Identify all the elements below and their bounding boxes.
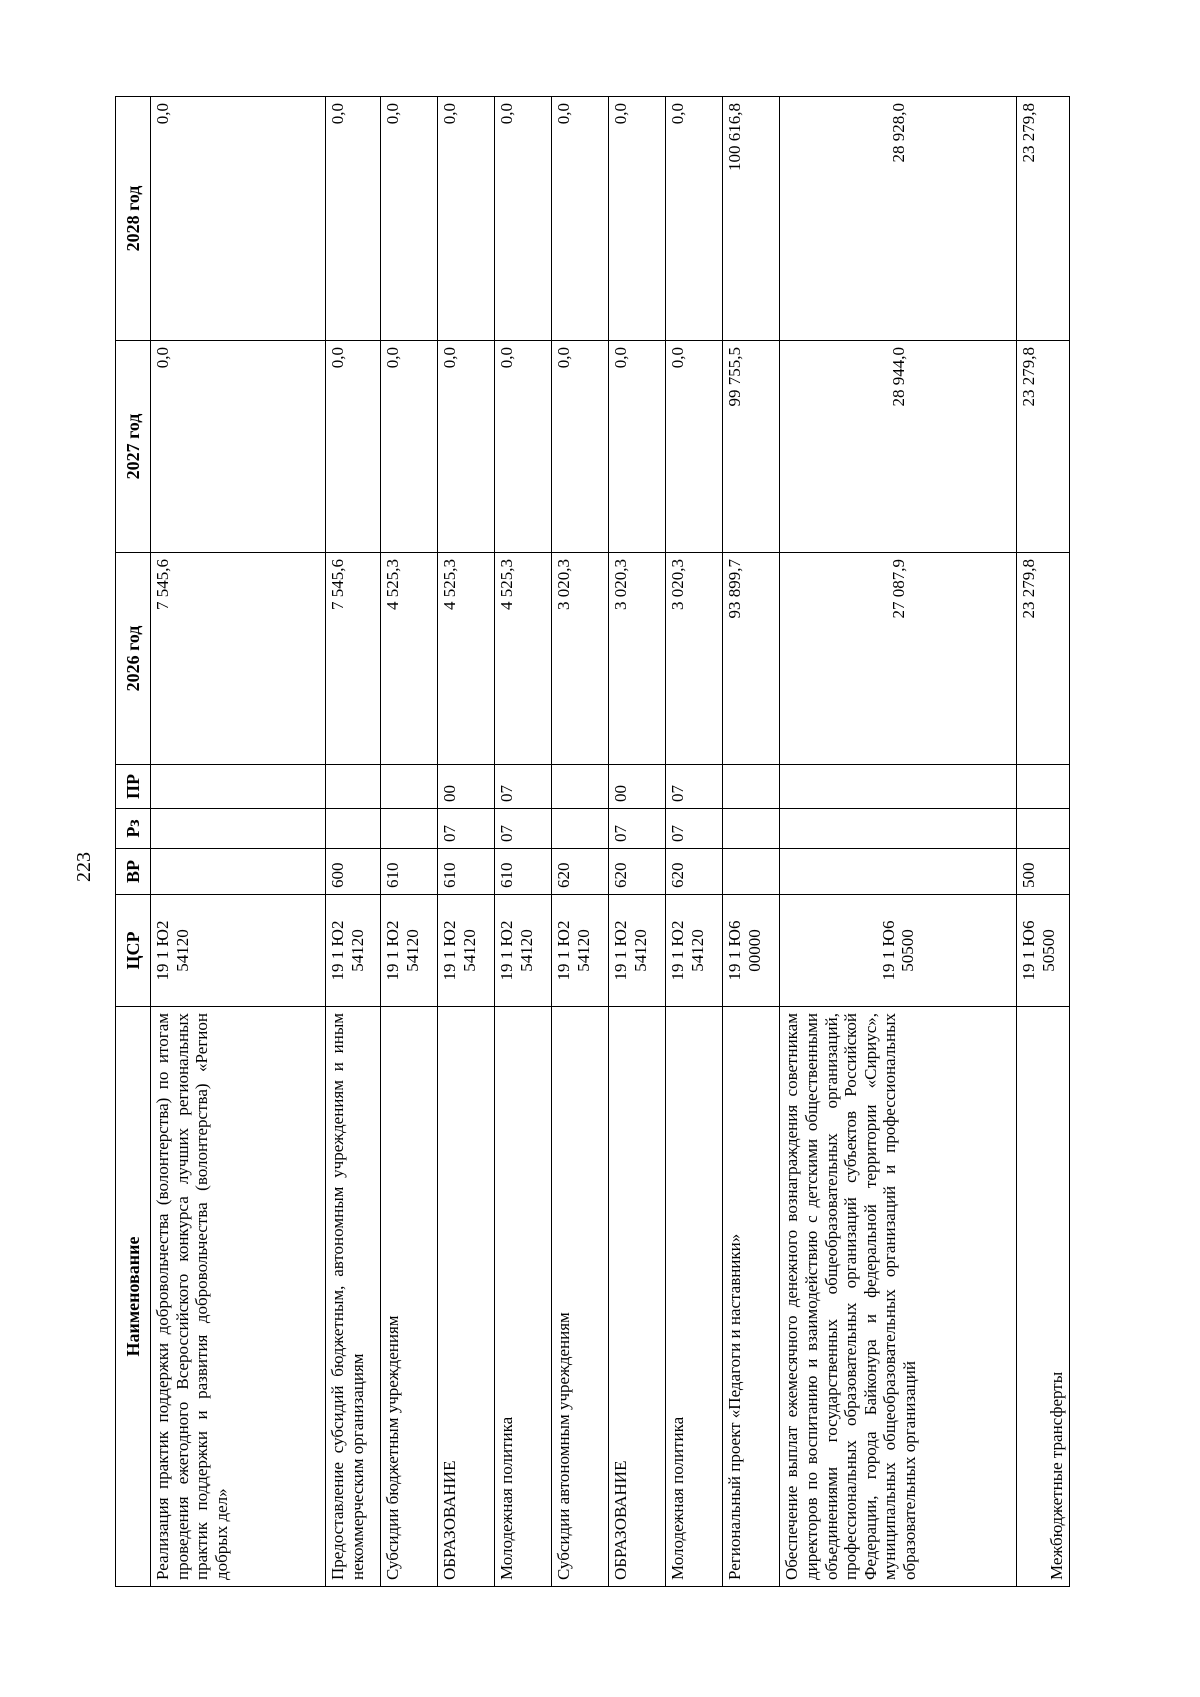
cell-pr: 07	[666, 765, 723, 809]
cell-rz	[552, 809, 609, 849]
table-row	[552, 97, 609, 1587]
cell-2028: 23 279,8	[1017, 97, 1070, 341]
cell-pr	[326, 765, 381, 809]
cell-pr	[552, 765, 609, 809]
cell-name: ОБРАЗОВАНИЕ	[438, 1007, 495, 1587]
cell-rz	[723, 809, 780, 849]
table-row	[666, 97, 723, 1587]
header-2027: 2027 год	[116, 341, 151, 553]
cell-name: ОБРАЗОВАНИЕ	[609, 1007, 666, 1587]
cell-pr	[381, 765, 438, 809]
cell-2026: 93 899,7	[723, 553, 780, 765]
cell-name: Субсидии автономным учреждениям	[552, 1007, 609, 1587]
cell-2028: 0,0	[381, 97, 438, 341]
header-2028: 2028 год	[116, 97, 151, 341]
header-pr: ПР	[116, 765, 151, 809]
cell-2027: 0,0	[609, 341, 666, 553]
table-row	[1017, 97, 1070, 1587]
cell-csr: 19 1 Ю2 54120	[381, 895, 438, 1007]
cell-2028: 0,0	[609, 97, 666, 341]
budget-table	[115, 96, 1070, 1587]
cell-csr: 19 1 Ю6 50500	[780, 895, 1017, 1007]
header-2026: 2026 год	[116, 553, 151, 765]
cell-rz: 07	[666, 809, 723, 849]
cell-2028: 0,0	[151, 97, 326, 341]
header-name: Наименование	[116, 1007, 151, 1587]
table-row	[609, 97, 666, 1587]
table-row	[326, 97, 381, 1587]
cell-csr: 19 1 Ю6 50500	[1017, 895, 1070, 1007]
cell-2026: 23 279,8	[1017, 553, 1070, 765]
cell-2028: 0,0	[552, 97, 609, 341]
table-header-row	[116, 97, 151, 1587]
cell-2027: 0,0	[381, 341, 438, 553]
cell-pr	[723, 765, 780, 809]
cell-2027: 0,0	[151, 341, 326, 553]
cell-vr: 500	[1017, 849, 1070, 895]
cell-csr: 19 1 Ю2 54120	[495, 895, 552, 1007]
cell-rz	[381, 809, 438, 849]
cell-csr: 19 1 Ю2 54120	[438, 895, 495, 1007]
cell-vr: 620	[552, 849, 609, 895]
cell-2026: 4 525,3	[495, 553, 552, 765]
cell-csr: 19 1 Ю2 54120	[666, 895, 723, 1007]
table-row	[495, 97, 552, 1587]
cell-2026: 3 020,3	[552, 553, 609, 765]
cell-2027: 0,0	[666, 341, 723, 553]
cell-2026: 7 545,6	[326, 553, 381, 765]
cell-pr	[1017, 765, 1070, 809]
cell-vr	[151, 849, 326, 895]
cell-2027: 0,0	[326, 341, 381, 553]
cell-name: Реализация практик поддержки добровольчества (волонтерства) по итогам проведения ежегодного Всероссийского конкурса лучших региональных практик поддержки и развития добровольчества (волонтерства) «Регион добрых дел»	[151, 1007, 326, 1587]
cell-name: Молодежная политика	[666, 1007, 723, 1587]
cell-csr: 19 1 Ю6 00000	[723, 895, 780, 1007]
cell-2026: 3 020,3	[666, 553, 723, 765]
cell-2027: 0,0	[438, 341, 495, 553]
cell-rz	[780, 809, 1017, 849]
header-csr: ЦСР	[116, 895, 151, 1007]
cell-2028: 0,0	[495, 97, 552, 341]
table-row	[381, 97, 438, 1587]
cell-csr: 19 1 Ю2 54120	[609, 895, 666, 1007]
page-number: 223	[72, 852, 95, 882]
cell-2026: 4 525,3	[438, 553, 495, 765]
cell-name: Субсидии бюджетным учреждениям	[381, 1007, 438, 1587]
table-row	[151, 97, 326, 1587]
cell-rz: 07	[609, 809, 666, 849]
rotated-page-content	[115, 97, 1070, 1587]
cell-2027: 0,0	[552, 341, 609, 553]
cell-vr: 620	[666, 849, 723, 895]
cell-2026: 7 545,6	[151, 553, 326, 765]
cell-2028: 100 616,8	[723, 97, 780, 341]
cell-vr: 610	[438, 849, 495, 895]
cell-vr: 610	[381, 849, 438, 895]
cell-pr	[151, 765, 326, 809]
cell-vr	[723, 849, 780, 895]
cell-2027: 99 755,5	[723, 341, 780, 553]
table-row	[438, 97, 495, 1587]
cell-vr: 620	[609, 849, 666, 895]
cell-2027: 28 944,0	[780, 341, 1017, 553]
cell-pr: 00	[438, 765, 495, 809]
cell-pr: 00	[609, 765, 666, 809]
cell-rz	[326, 809, 381, 849]
cell-2026: 4 525,3	[381, 553, 438, 765]
cell-vr: 600	[326, 849, 381, 895]
cell-2026: 27 087,9	[780, 553, 1017, 765]
cell-2028: 0,0	[438, 97, 495, 341]
cell-rz: 07	[495, 809, 552, 849]
cell-2027: 0,0	[495, 341, 552, 553]
cell-vr	[780, 849, 1017, 895]
cell-rz: 07	[438, 809, 495, 849]
cell-2026: 3 020,3	[609, 553, 666, 765]
cell-rz	[151, 809, 326, 849]
cell-pr: 07	[495, 765, 552, 809]
cell-csr: 19 1 Ю2 54120	[552, 895, 609, 1007]
cell-csr: 19 1 Ю2 54120	[326, 895, 381, 1007]
cell-name: Региональный проект «Педагоги и наставники»	[723, 1007, 780, 1587]
cell-csr: 19 1 Ю2 54120	[151, 895, 326, 1007]
table-row	[780, 97, 1017, 1587]
cell-2028: 0,0	[666, 97, 723, 341]
cell-vr: 610	[495, 849, 552, 895]
cell-pr	[780, 765, 1017, 809]
header-rz: Рз	[116, 809, 151, 849]
cell-name: Межбюджетные трансферты	[1017, 1007, 1070, 1587]
cell-name: Молодежная политика	[495, 1007, 552, 1587]
cell-name: Предоставление субсидий бюджетным, автономным учреждениям и иным некоммерческим организациям	[326, 1007, 381, 1587]
cell-name: Обеспечение выплат ежемесячного денежного вознаграждения советникам директоров по воспитанию и взаимодействию с детскими общественными объединениями государственных общеобразовательных организаций, профессиональных образовательных организаций субъектов Российской Федерации, города Байконура и федеральной территории «Сириус», муниципальных общеобразовательных организаций и профессиональных образовательных организаций	[780, 1007, 1017, 1587]
header-vr: ВР	[116, 849, 151, 895]
cell-2028: 28 928,0	[780, 97, 1017, 341]
cell-rz	[1017, 809, 1070, 849]
table-row	[723, 97, 780, 1587]
cell-2028: 0,0	[326, 97, 381, 341]
cell-2027: 23 279,8	[1017, 341, 1070, 553]
